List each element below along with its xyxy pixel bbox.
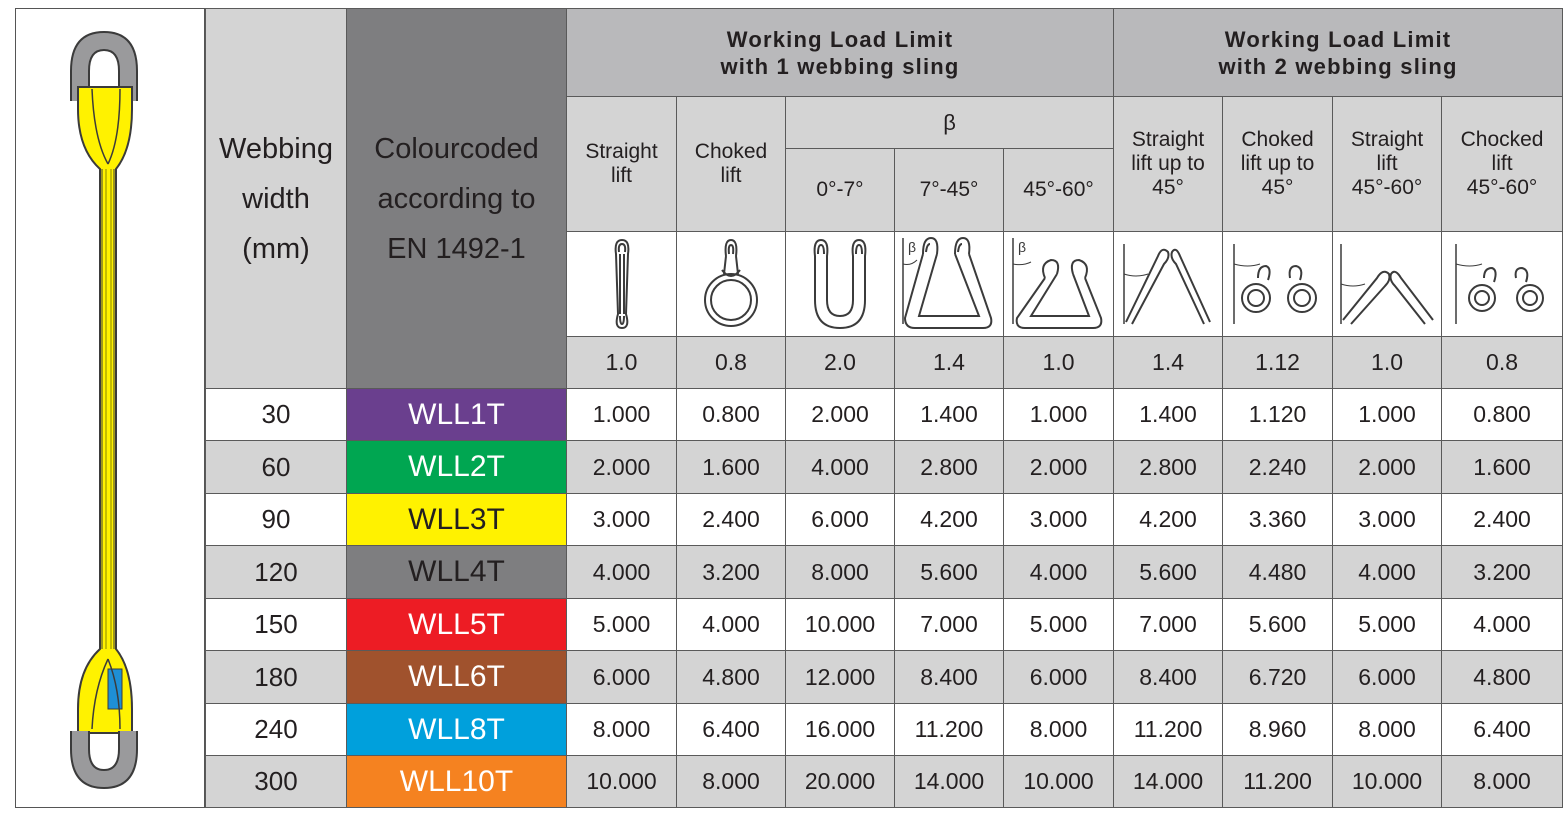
icon-cell-choked — [677, 232, 786, 337]
wll-value: 4.800 — [677, 651, 786, 704]
colour-code-cell: WLL5T — [347, 599, 567, 651]
colour-code-cell: WLL6T — [347, 651, 567, 704]
two-sling-straight-45-60-icon — [1337, 234, 1437, 334]
col-header-straight-lift: Straight lift — [567, 97, 677, 232]
colour-code-cell: WLL4T — [347, 546, 567, 599]
colour-code-cell: WLL2T — [347, 441, 567, 494]
two-sling-group-header: Working Load Limit with 2 webbing sling — [1114, 9, 1563, 97]
webbing-width-header: Webbing width (mm) — [206, 9, 347, 389]
wll-value: 1.600 — [1442, 441, 1563, 494]
wll-value: 6.000 — [786, 494, 895, 546]
factor-value: 0.8 — [1442, 337, 1563, 389]
wll-value: 16.000 — [786, 704, 895, 756]
wll-value: 12.000 — [786, 651, 895, 704]
wll-value: 5.000 — [567, 599, 677, 651]
wll-value: 2.000 — [567, 441, 677, 494]
factor-value: 2.0 — [786, 337, 895, 389]
wll-value: 1.600 — [677, 441, 786, 494]
factor-value: 1.4 — [895, 337, 1004, 389]
wll-value: 0.800 — [677, 389, 786, 441]
webbing-width-value: 150 — [206, 599, 347, 651]
wll-value: 6.720 — [1223, 651, 1333, 704]
sling-basket-7-45-icon — [899, 234, 999, 334]
wll-value: 8.000 — [1442, 756, 1563, 808]
two-sling-choked-45-icon — [1228, 234, 1328, 334]
wll-value: 3.000 — [1333, 494, 1442, 546]
factor-value: 0.8 — [677, 337, 786, 389]
wll-value: 2.400 — [1442, 494, 1563, 546]
sling-basket-45-60-icon — [1009, 234, 1109, 334]
blue-label-tag — [108, 669, 122, 709]
wll-value: 14.000 — [895, 756, 1004, 808]
wll-value: 2.400 — [677, 494, 786, 546]
wll-value: 4.000 — [1004, 546, 1114, 599]
wll-value: 11.200 — [1223, 756, 1333, 808]
wll-value: 10.000 — [1004, 756, 1114, 808]
wll-value: 7.000 — [895, 599, 1004, 651]
beta-angle-header: β — [786, 97, 1114, 149]
wll-value: 8.000 — [786, 546, 895, 599]
factor-value: 1.12 — [1223, 337, 1333, 389]
wll-value: 3.000 — [567, 494, 677, 546]
wll-value: 4.200 — [1114, 494, 1223, 546]
col-header-choked-up-to-45: Choked lift up to 45° — [1223, 97, 1333, 232]
wll-value: 6.000 — [567, 651, 677, 704]
table-row — [206, 651, 1563, 704]
factor-value: 1.0 — [1004, 337, 1114, 389]
table-row — [206, 704, 1563, 756]
wll-value: 8.000 — [1333, 704, 1442, 756]
factor-value: 1.0 — [1333, 337, 1442, 389]
wll-value: 4.000 — [677, 599, 786, 651]
sling-choked-icon — [696, 234, 766, 334]
icon-cell-basket-45-60 — [1004, 232, 1114, 337]
wll-value: 4.000 — [786, 441, 895, 494]
wll-value: 8.000 — [567, 704, 677, 756]
wll-value: 4.200 — [895, 494, 1004, 546]
sling-basket-vertical-icon — [805, 234, 875, 334]
wll-value: 2.000 — [786, 389, 895, 441]
col-header-7-45: 7°-45° — [895, 149, 1004, 232]
wll-value: 11.200 — [1114, 704, 1223, 756]
wll-value: 6.400 — [677, 704, 786, 756]
colour-code-cell: WLL3T — [347, 494, 567, 546]
wll-value: 2.800 — [895, 441, 1004, 494]
wll-value: 8.960 — [1223, 704, 1333, 756]
col-header-chocked-45-60: Chocked lift 45°-60° — [1442, 97, 1563, 232]
table-row — [206, 599, 1563, 651]
table-row — [206, 389, 1563, 441]
wll-value: 1.000 — [1333, 389, 1442, 441]
factor-value: 1.4 — [1114, 337, 1223, 389]
wll-value: 7.000 — [1114, 599, 1223, 651]
svg-text:β: β — [1017, 239, 1026, 255]
webbing-width-value: 90 — [206, 494, 347, 546]
icon-cell-two-choked-45-60 — [1442, 232, 1563, 337]
colour-code-cell: WLL1T — [347, 389, 567, 441]
table-row — [206, 494, 1563, 546]
wll-value: 4.800 — [1442, 651, 1563, 704]
bottom-eye-shape — [80, 731, 128, 779]
wll-value: 2.800 — [1114, 441, 1223, 494]
wll-value: 1.000 — [1004, 389, 1114, 441]
wll-value: 4.480 — [1223, 546, 1333, 599]
wll-value: 1.400 — [895, 389, 1004, 441]
wll-value: 5.000 — [1333, 599, 1442, 651]
wll-value: 3.200 — [677, 546, 786, 599]
wll-value: 2.240 — [1223, 441, 1333, 494]
webbing-width-value: 180 — [206, 651, 347, 704]
webbing-width-value: 300 — [206, 756, 347, 808]
webbing-width-value: 120 — [206, 546, 347, 599]
wll-value: 14.000 — [1114, 756, 1223, 808]
wll-value: 4.000 — [1333, 546, 1442, 599]
table-row — [206, 441, 1563, 494]
webbing-sling-illustration — [16, 9, 206, 809]
wll-value: 5.600 — [1114, 546, 1223, 599]
wll-value: 2.000 — [1333, 441, 1442, 494]
wll-value: 0.800 — [1442, 389, 1563, 441]
icon-cell-two-straight-45 — [1114, 232, 1223, 337]
wll-value: 1.400 — [1114, 389, 1223, 441]
wll-value: 8.000 — [677, 756, 786, 808]
wll-value: 20.000 — [786, 756, 895, 808]
webbing-width-value: 30 — [206, 389, 347, 441]
wll-value: 3.360 — [1223, 494, 1333, 546]
wll-value: 1.120 — [1223, 389, 1333, 441]
col-header-choked-lift: Choked lift — [677, 97, 786, 232]
icon-cell-straight — [567, 232, 677, 337]
wll-value: 10.000 — [1333, 756, 1442, 808]
webbing-width-value: 60 — [206, 441, 347, 494]
wll-value: 6.000 — [1004, 651, 1114, 704]
wll-value: 6.400 — [1442, 704, 1563, 756]
wll-value: 3.200 — [1442, 546, 1563, 599]
colourcoded-header: Colourcoded according to EN 1492-1 — [347, 9, 567, 389]
wll-value: 11.200 — [895, 704, 1004, 756]
table-row — [206, 546, 1563, 599]
two-sling-straight-45-icon — [1118, 234, 1218, 334]
wll-value: 6.000 — [1333, 651, 1442, 704]
wll-value: 2.000 — [1004, 441, 1114, 494]
factor-value: 1.0 — [567, 337, 677, 389]
wll-value: 4.000 — [1442, 599, 1563, 651]
col-header-0-7: 0°-7° — [786, 149, 895, 232]
col-header-45-60: 45°-60° — [1004, 149, 1114, 232]
wll-value: 5.600 — [1223, 599, 1333, 651]
wll-value: 1.000 — [567, 389, 677, 441]
col-header-straight-45-60: Straight lift 45°-60° — [1333, 97, 1442, 232]
one-sling-group-header: Working Load Limit with 1 webbing sling — [567, 9, 1114, 97]
yellow-webbing-body — [78, 87, 132, 733]
wll-value: 10.000 — [786, 599, 895, 651]
wll-value: 8.000 — [1004, 704, 1114, 756]
icon-cell-basket-7-45 — [895, 232, 1004, 337]
table-row — [206, 756, 1563, 808]
sling-illustration-panel — [15, 8, 205, 808]
working-load-limit-table — [205, 8, 1563, 808]
diagram-beta-label: β — [908, 239, 917, 255]
wll-value: 8.400 — [1114, 651, 1223, 704]
wll-value: 8.400 — [895, 651, 1004, 704]
wll-value: 10.000 — [567, 756, 677, 808]
webbing-width-value: 240 — [206, 704, 347, 756]
icon-cell-basket-vertical — [786, 232, 895, 337]
colour-code-cell: WLL10T — [347, 756, 567, 808]
icon-cell-two-straight-45-60 — [1333, 232, 1442, 337]
icon-cell-two-choked-45 — [1223, 232, 1333, 337]
colour-code-cell: WLL8T — [347, 704, 567, 756]
wll-value: 5.600 — [895, 546, 1004, 599]
sling-straight-icon — [592, 234, 652, 334]
col-header-straight-up-to-45: Straight lift up to 45° — [1114, 97, 1223, 232]
wll-value: 5.000 — [1004, 599, 1114, 651]
two-sling-choked-45-60-icon — [1452, 234, 1552, 334]
wll-value: 3.000 — [1004, 494, 1114, 546]
wll-value: 4.000 — [567, 546, 677, 599]
